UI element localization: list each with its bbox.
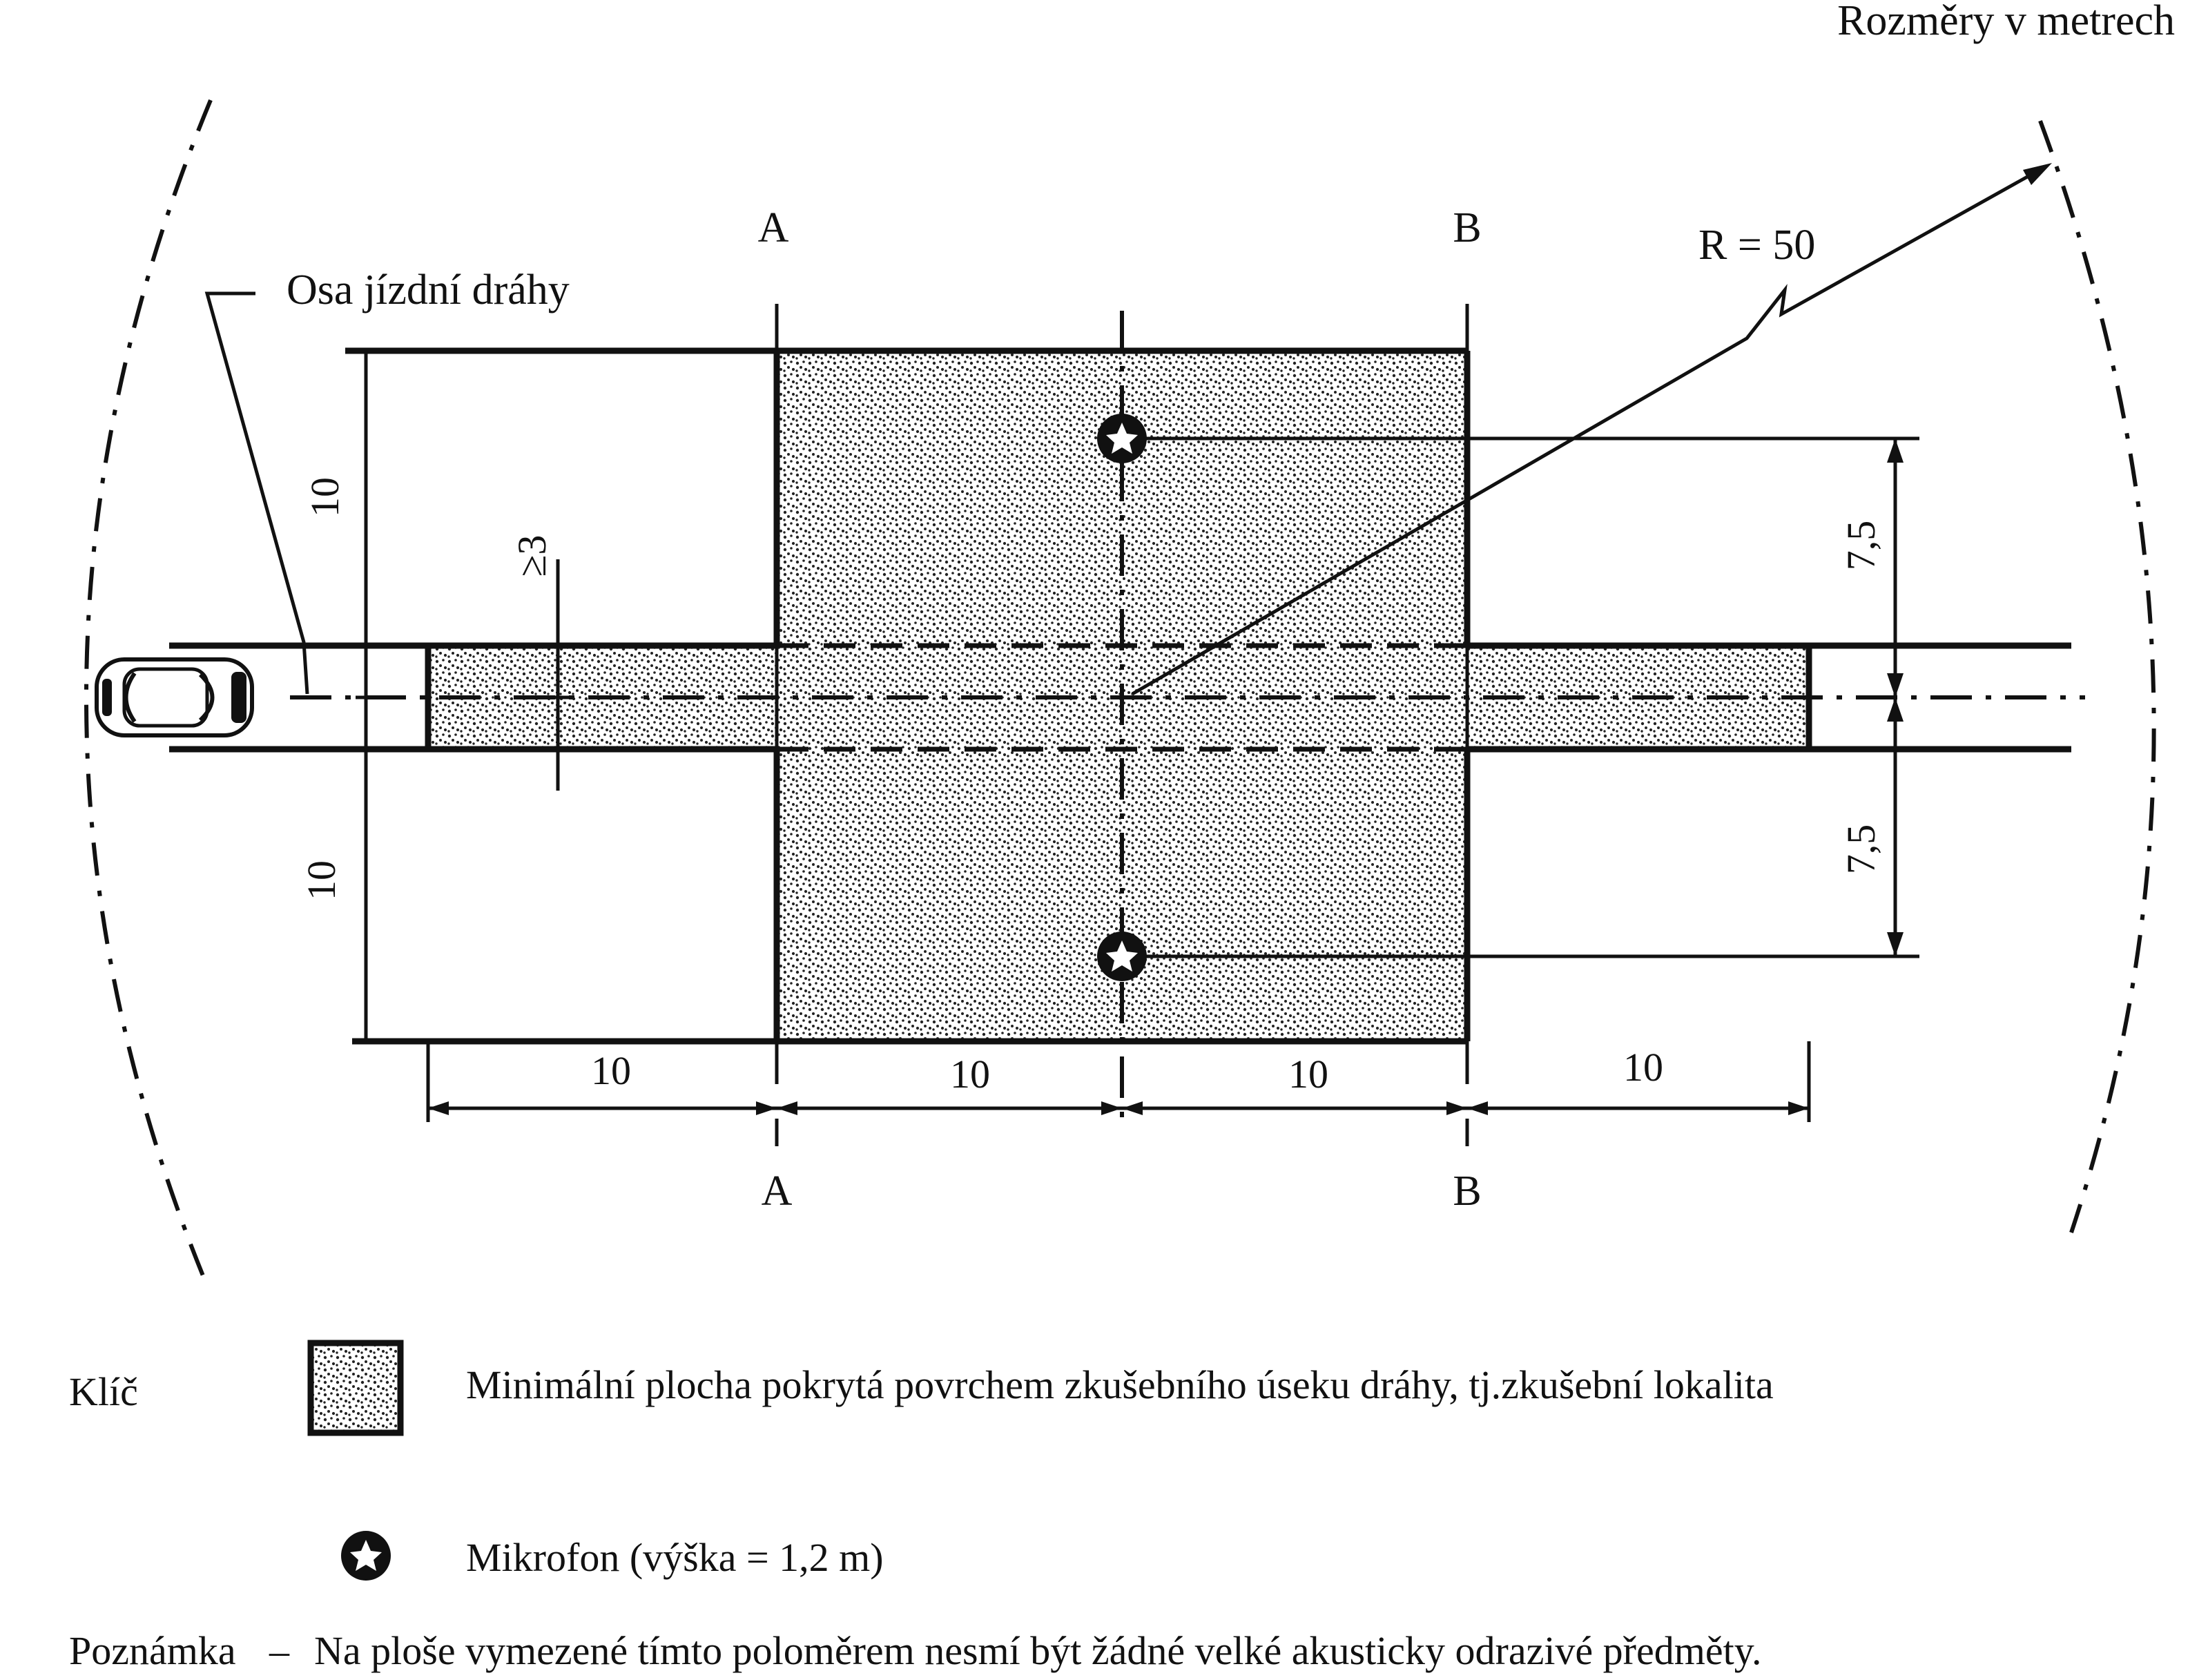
note-text: Na ploše vymezené tímto poloměrem nesmí být žádné velké akusticky odrazivé předměty. <box>314 1628 1762 1673</box>
road-axis-leader <box>207 293 307 694</box>
units-note: Rozměry v metrech <box>1837 0 2175 44</box>
dim-right-bottom: 7,5 <box>1839 824 1883 875</box>
section-label-b-top: B <box>1453 204 1482 251</box>
car-icon <box>97 659 252 735</box>
dim-bottom-4: 10 <box>1623 1045 1663 1090</box>
section-label-a-top: A <box>757 204 789 251</box>
road-axis-label: Osa jízdní dráhy <box>287 267 570 313</box>
note-dash: – <box>269 1628 289 1673</box>
key-microphone-text: Mikrofon (výška = 1,2 m) <box>466 1535 884 1580</box>
dim-left-bottom: 10 <box>299 860 344 900</box>
key-surface-text: Minimální plocha pokrytá povrchem zkušebního úseku dráhy, tj.zkušební lokalita <box>466 1362 1774 1407</box>
dim-left-top: 10 <box>302 477 347 517</box>
bottom-dimension-line <box>428 1041 1809 1122</box>
microphone-top-icon <box>1097 414 1147 463</box>
key-title: Klíč <box>69 1369 138 1414</box>
dim-min-offset: ≥3 <box>510 534 554 577</box>
section-label-b-bottom: B <box>1453 1168 1482 1215</box>
key-microphone-icon <box>341 1531 391 1581</box>
section-label-a-bottom: A <box>761 1168 793 1215</box>
microphone-bottom-icon <box>1097 931 1147 981</box>
radius-label: R = 50 <box>1698 222 1816 269</box>
dim-bottom-2: 10 <box>950 1052 990 1097</box>
dim-bottom-3: 10 <box>1288 1052 1328 1097</box>
radius-arrow <box>2023 163 2052 185</box>
key-surface-swatch <box>311 1343 400 1433</box>
note-label: Poznámka <box>69 1628 236 1673</box>
dim-right-top: 7,5 <box>1839 520 1883 571</box>
boundary-arc-right <box>2040 121 2154 1233</box>
dim-bottom-1: 10 <box>591 1048 631 1093</box>
